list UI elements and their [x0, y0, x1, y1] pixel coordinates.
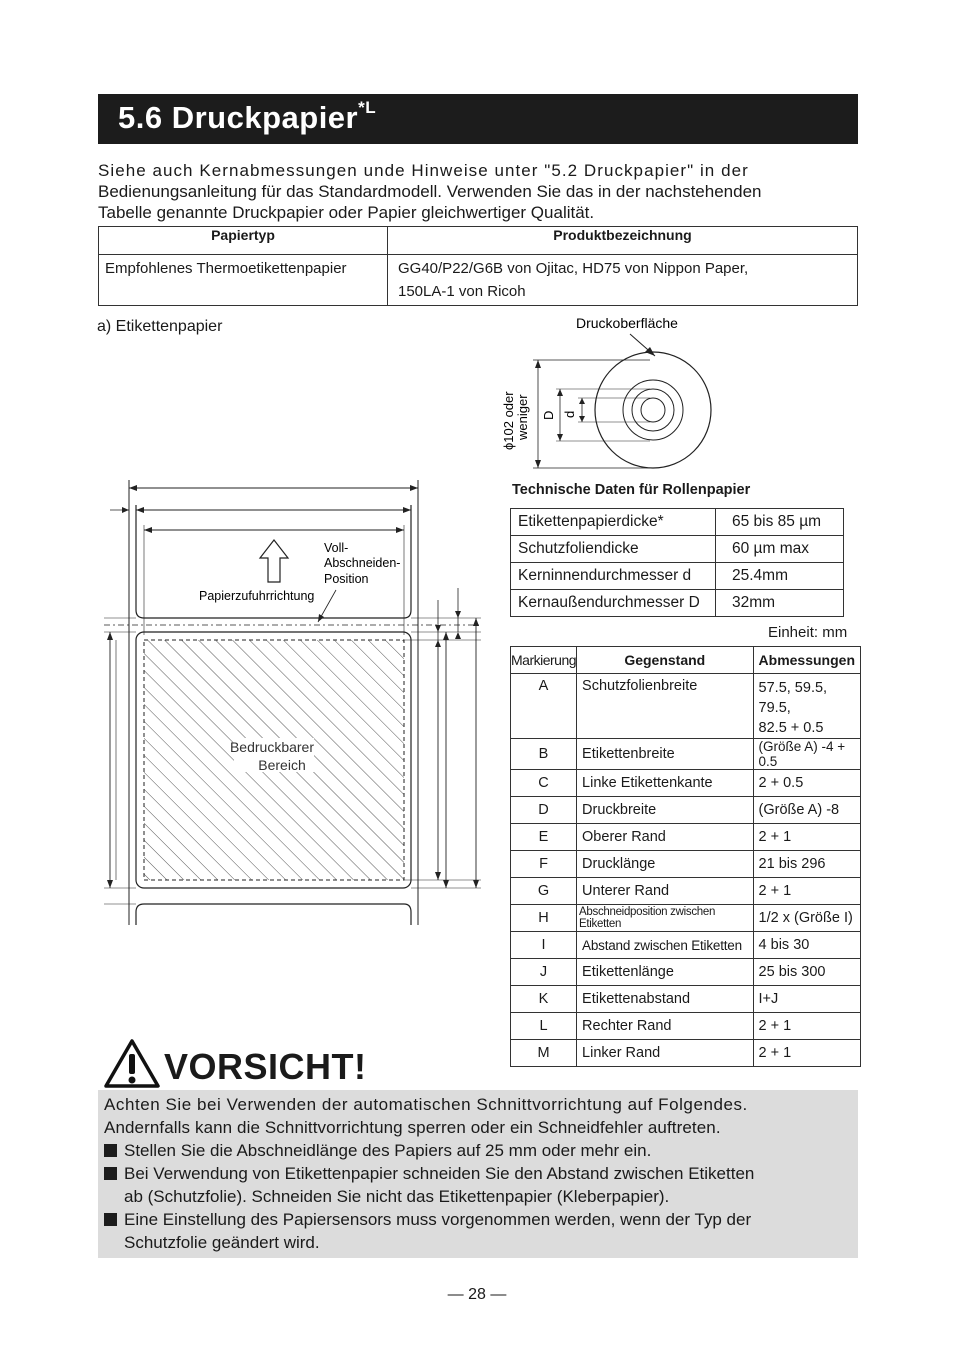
next-label-outline [136, 904, 411, 925]
table-row [511, 878, 861, 905]
product-line: GG40/P22/G6B von Ojitac, HD75 von Nippon Paper, [398, 260, 749, 277]
table-row [511, 674, 861, 739]
value-line: 57.5, 59.5, 79.5, [758, 680, 828, 716]
bullet-text: Bei Verwendung von Etikettenpapier schneiden Sie den Abstand zwischen Etiketten [124, 1164, 755, 1183]
item-cell: Oberer Rand [577, 824, 754, 851]
table-row [511, 905, 861, 932]
bullet-text: ab (Schutzfolie). Schneiden Sie nicht das Etikettenpapier (Kleberpapier). [124, 1187, 670, 1206]
item-cell: Etikettenbreite [577, 739, 754, 770]
value-cell: 2 + 1 [753, 824, 860, 851]
warning-triangle-icon [104, 1038, 162, 1090]
table-row [511, 739, 861, 770]
column-header: Produktbezeichnung [388, 227, 858, 255]
item-cell: Etikettenlänge [577, 959, 754, 986]
value-cell: 2 + 1 [753, 1040, 860, 1067]
table-row [511, 824, 861, 851]
title-superscript: *L [358, 98, 377, 117]
diameter-label: ϕ102 oder [501, 391, 516, 450]
item-cell: Linke Etikettenkante [577, 770, 754, 797]
mark-cell: D [511, 797, 577, 824]
spec-label: Kerninnendurchmesser d [511, 563, 716, 590]
mark-cell: I [511, 932, 577, 959]
table-row [511, 770, 861, 797]
mark-cell: A [511, 674, 577, 739]
bullet-square-icon [104, 1213, 117, 1226]
dimensions-table [510, 646, 861, 1067]
column-header: Markierung [511, 647, 577, 674]
table-row [511, 797, 861, 824]
spec-label: Schutzfoliendicke [511, 536, 716, 563]
value-cell: 25 bis 300 [753, 959, 860, 986]
bullet-text: Stellen Sie die Abschneidlänge des Papiers auf 25 mm oder mehr ein. [124, 1141, 652, 1160]
spec-value: 65 bis 85 µm [716, 509, 844, 536]
mark-cell: B [511, 739, 577, 770]
value-cell: 4 bis 30 [753, 932, 860, 959]
value-cell: 1/2 x (Größe I) [753, 905, 860, 932]
cut-position-label: Voll- [324, 541, 349, 555]
bullet-square-icon [104, 1167, 117, 1180]
section-title: 5.6 Druckpapier$^{*L}$ [118, 98, 377, 135]
value-cell: (Größe A) -4 + 0.5 [753, 739, 860, 770]
paper-type-table [98, 226, 858, 306]
mark-cell: C [511, 770, 577, 797]
bullet-text: Eine Einstellung des Papiersensors muss vorgenommen werden, wenn der Typ der [124, 1210, 752, 1229]
feed-direction-arrow-icon [260, 540, 288, 582]
mark-cell: M [511, 1040, 577, 1067]
value-cell: 2 + 1 [753, 1013, 860, 1040]
table-row [511, 986, 861, 1013]
caution-title: VORSICHT! [164, 1046, 367, 1087]
column-header: Gegenstand [577, 647, 754, 674]
spec-value: 32mm [716, 590, 844, 617]
caution-text: Achten Sie bei Verwenden der automatischen Schnittvorrichtung auf Folgendes. [104, 1095, 748, 1114]
subsection-label: a) Etikettenpapier [97, 318, 223, 335]
item-cell: Schutzfolienbreite [577, 674, 754, 739]
intro-paragraph [98, 160, 858, 223]
value-cell: 2 + 1 [753, 878, 860, 905]
spec-value: 25.4mm [716, 563, 844, 590]
paper-type-cell: Empfohlenes Thermoetikettenpapier [99, 255, 388, 306]
item-cell: Druckbreite [577, 797, 754, 824]
table-row [511, 1040, 861, 1067]
bullet-square-icon [104, 1144, 117, 1157]
value-line: 82.5 + 0.5 [758, 720, 824, 736]
product-line: 150LA-1 von Ricoh [398, 283, 526, 300]
roll-specs-title: Technische Daten für Rollenpapier [512, 482, 751, 498]
table-row [511, 959, 861, 986]
caution-bullet [104, 1208, 856, 1254]
roll-outer-circle [595, 352, 711, 468]
table-row [511, 509, 844, 536]
section-title-bar [98, 94, 858, 144]
cut-position-label: Abschneiden- [324, 556, 401, 570]
table-row [511, 536, 844, 563]
caution-text: Andernfalls kann die Schnittvorrichtung sperren oder ein Schneidfehler auftreten. [104, 1118, 721, 1137]
column-header: Papiertyp [99, 227, 388, 255]
value-cell: 21 bis 296 [753, 851, 860, 878]
column-header: Abmessungen [753, 647, 860, 674]
value-cell [753, 674, 860, 739]
value-cell: (Größe A) -8 [753, 797, 860, 824]
unit-note: Einheit: mm [768, 624, 848, 641]
mark-cell: F [511, 851, 577, 878]
mark-cell: G [511, 878, 577, 905]
mark-cell: L [511, 1013, 577, 1040]
table-row [511, 590, 844, 617]
surface-label: Druckoberfläche [576, 315, 678, 331]
printable-area-label: Bereich [258, 757, 306, 773]
item-cell: Abstand zwischen Etiketten [577, 932, 754, 959]
product-cell [388, 255, 858, 306]
table-header-row [511, 647, 861, 674]
printable-area-label: Bedruckbarer [229, 739, 315, 755]
core-outer-label: D [541, 410, 556, 420]
spec-value: 60 µm max [716, 536, 844, 563]
feed-direction-label: Papierzufuhrrichtung [199, 589, 315, 603]
caution-box [98, 1090, 858, 1258]
label-paper-diagram [96, 470, 496, 930]
intro-line: Tabelle genannte Druckpapier oder Papier gleichwertiger Qualität. [98, 203, 595, 222]
cut-position-label: Position [324, 572, 369, 586]
page-number: — 28 — [447, 1286, 507, 1303]
spec-label: Kernaußendurchmesser D [511, 590, 716, 617]
item-cell: Rechter Rand [577, 1013, 754, 1040]
table-row [511, 563, 844, 590]
caution-bullet [104, 1162, 856, 1208]
table-row [511, 1013, 861, 1040]
item-cell: Unterer Rand [577, 878, 754, 905]
bullet-text: Schutzfolie geändert wird. [124, 1233, 320, 1252]
mark-cell: E [511, 824, 577, 851]
roll-diagram [490, 310, 730, 480]
item-cell: Drucklänge [577, 851, 754, 878]
spec-label: Etikettenpapierdicke* [511, 509, 716, 536]
item-cell: Linker Rand [577, 1040, 754, 1067]
value-cell: 2 + 0.5 [753, 770, 860, 797]
core-inner-circle [632, 389, 674, 431]
diameter-label: weniger [515, 394, 530, 440]
table-row [511, 932, 861, 959]
mark-cell: H [511, 905, 577, 932]
item-cell: Etikettenabstand [577, 986, 754, 1013]
core-inner-label: d [562, 410, 577, 418]
caution-bullet [104, 1139, 856, 1162]
item-cell: Abschneidposition zwischen Etiketten [577, 905, 754, 932]
mark-cell: K [511, 986, 577, 1013]
mark-cell: J [511, 959, 577, 986]
roll-specs-table [510, 508, 844, 617]
core-hole [641, 398, 665, 422]
value-cell: I+J [753, 986, 860, 1013]
table-row [511, 851, 861, 878]
intro-line: Bedienungsanleitung für das Standardmodell. Verwenden Sie das in der nachstehenden [98, 182, 762, 201]
intro-line: Siehe auch Kernabmessungen unde Hinweise unter "5.2 Druckpapier" in der [98, 161, 749, 180]
